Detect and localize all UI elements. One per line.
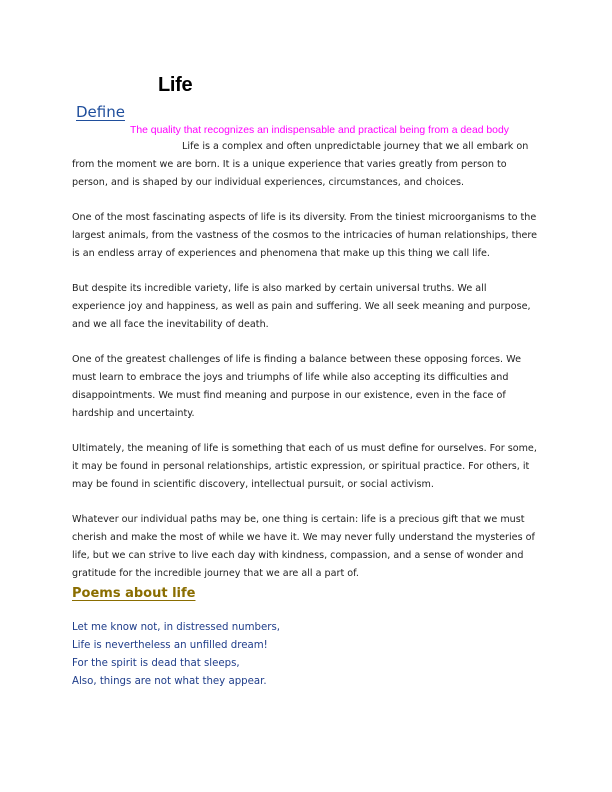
poems-heading: Poems about life — [72, 586, 196, 601]
paragraph: Whatever our individual paths may be, one thing is certain: life is a precious gift that we must cherish and make the most of while we have it. We may never fully understand the mysteries of life, but we can strive to live each day with kindness, compassion, and a sense of wonder and gratitude for the incredible journey that we are all a part of. — [72, 514, 535, 579]
poem-line: Let me know not, in distressed numbers, — [72, 622, 280, 633]
poem-line: For the spirit is dead that sleeps, — [72, 658, 240, 669]
page-title: Life — [158, 74, 193, 96]
paragraph: But despite its incredible variety, life is also marked by certain universal truths. We all experience joy and happiness, as well as pain and suffering. We all seek meaning and purpose, and we all face the inevitability of death. — [72, 283, 531, 330]
poem-line: Also, things are not what they appear. — [72, 676, 267, 687]
paragraph: One of the most fascinating aspects of life is its diversity. From the tiniest microorganisms to the largest animals, from the vastness of the cosmos to the intricacies of human relationships, there is an endless array of experiences and phenomena that make up this thing we call life. — [72, 212, 538, 259]
poem-line: Life is nevertheless an unfilled dream! — [72, 640, 268, 651]
poem-block — [72, 619, 280, 691]
definition-text: The quality that recognizes an indispensable and practical being from a dead body — [130, 125, 509, 136]
paragraph: One of the greatest challenges of life is finding a balance between these opposing forces. We must learn to embrace the joys and triumphs of life while also accepting its difficulties and disappointments. We must find meaning and purpose in our existence, even in the face of hardship and uncertainty. — [72, 354, 521, 419]
essay-body — [72, 138, 540, 600]
define-heading: Define — [76, 103, 125, 121]
paragraph: Life is a complex and often unpredictable journey that we all embark on from the moment we are born. It is a unique experience that varies greatly from person to person, and is shaped by our individual experiences, circumstances, and choices. — [72, 141, 529, 188]
paragraph: Ultimately, the meaning of life is something that each of us must define for ourselves. For some, it may be found in personal relationships, artistic expression, or spiritual practice. For others, it may be found in scientific discovery, intellectual pursuit, or social activism. — [72, 443, 537, 490]
